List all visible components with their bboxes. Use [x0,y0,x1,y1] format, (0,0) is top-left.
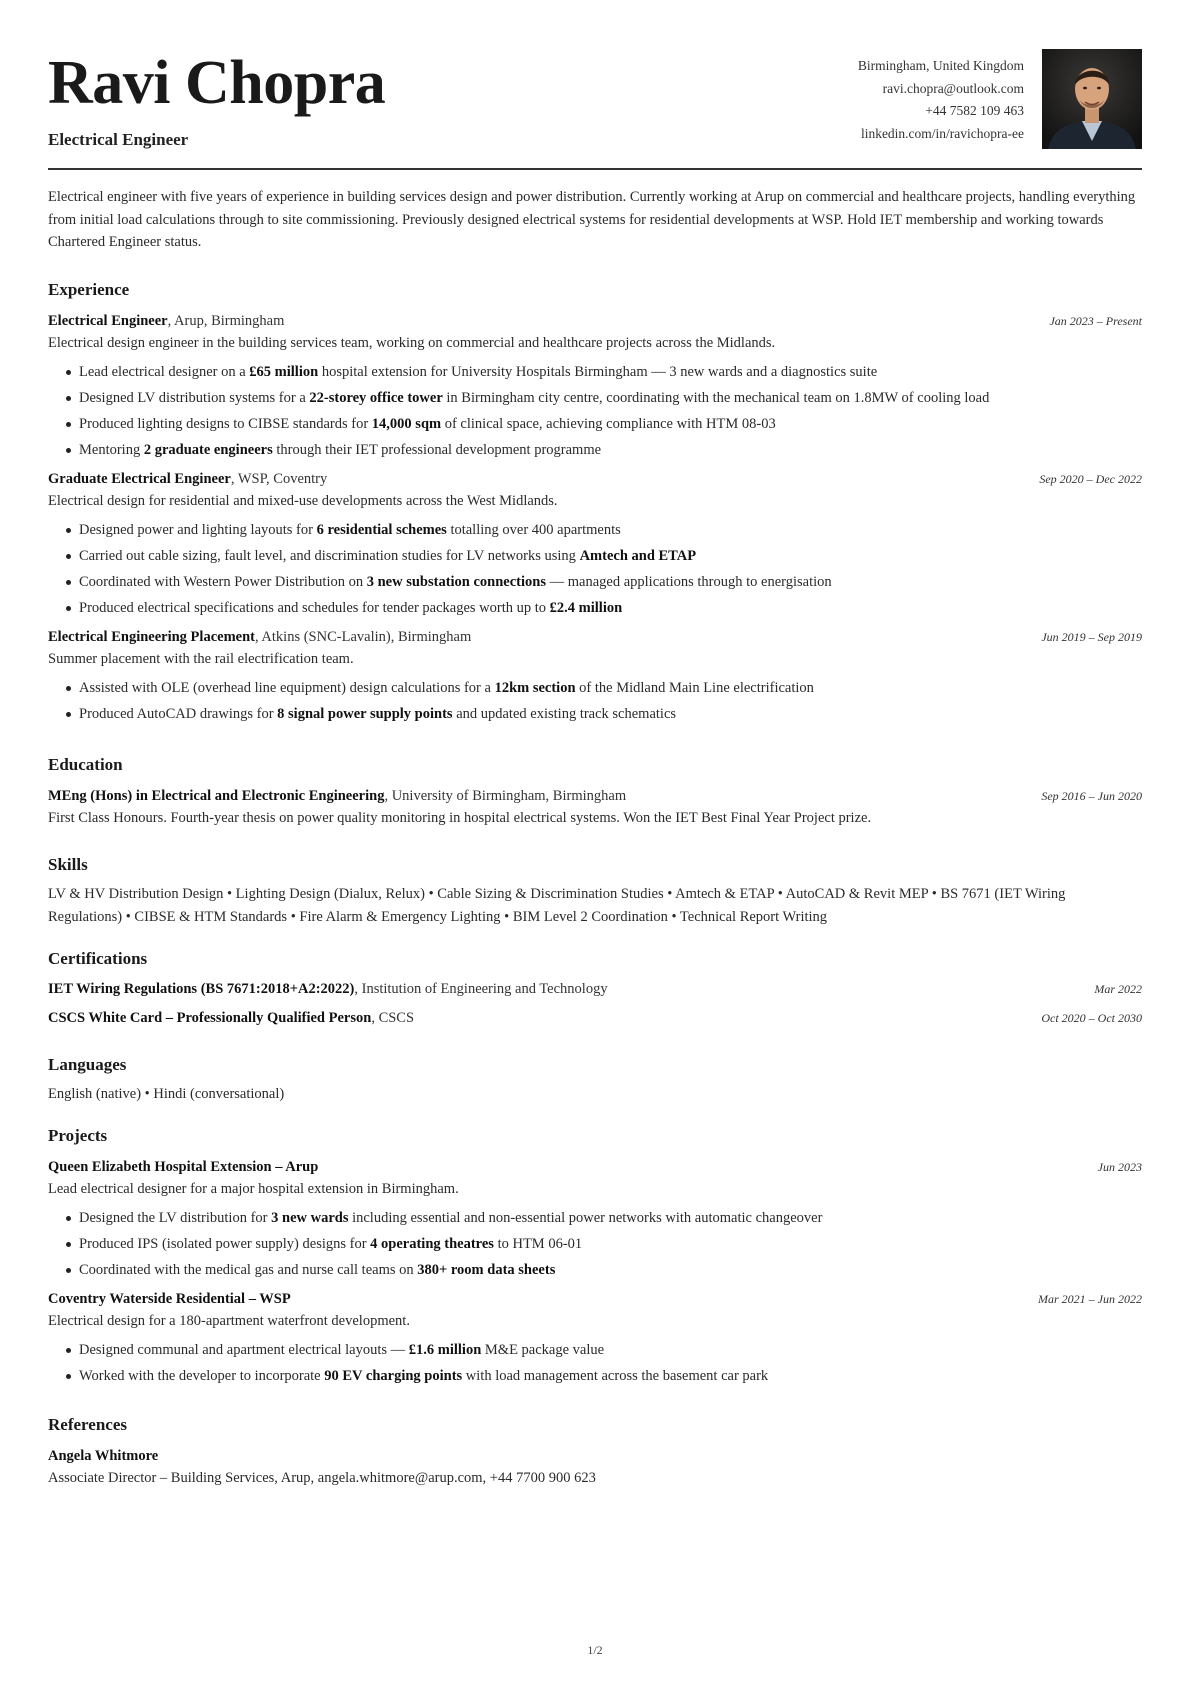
languages-section [48,1055,1142,1106]
entry-title [48,981,608,998]
projects-section [48,1126,1142,1389]
experience-entry [48,313,1142,463]
job-organization: , WSP, Coventry [230,470,328,487]
entry-title [48,1291,291,1308]
project-date: Mar 2021 – Jun 2022 [1038,1291,1142,1306]
education-description: First Class Honours. Fourth-year thesis on power quality monitoring in hospital electrical systems. Won the IET Best Final Year Project prize. [48,809,872,826]
project-description: Lead electrical designer for a major hospital extension in Birmingham. [48,1180,459,1197]
languages-list: English (native) • Hindi (conversational) [48,1085,285,1102]
candidate-name: Ravi Chopra [48,49,386,117]
entry-header [48,471,1142,488]
experience-section [48,280,1142,727]
certification-entry [48,981,1142,998]
job-organization: , Arup, Birmingham [167,312,285,329]
bullet-item: Designed LV distribution systems for a 22-storey office tower in Birmingham city centre, coordinating with the mechanical team on 1.8MW of cooling load [48,385,1142,411]
job-role: Graduate Electrical Engineer [48,470,231,487]
entry-title [48,629,471,646]
project-name: Queen Elizabeth Hospital Extension – Arup [48,1158,319,1175]
references-section [48,1415,1142,1487]
section-title-experience: Experience [48,279,130,299]
job-role: Electrical Engineer [48,312,168,329]
project-entry [48,1159,1142,1283]
job-date: Sep 2020 – Dec 2022 [1039,471,1142,486]
skills-list: LV & HV Distribution Design • Lighting Design (Dialux, Relux) • Cable Sizing & Discrimination Studies • Amtech & ETAP • AutoCAD & Revit MEP • BS 7671 (IET Wiring Regulations) • CIBSE & HTM Standards • Fire Alarm & Emergency Lighting • BIM Level 2 Coordination • Technical Report Writing [48,885,1066,925]
section-title-education: Education [48,754,123,774]
entry-header [48,629,1142,646]
education-entry [48,788,1142,827]
bullet-item: Produced lighting designs to CIBSE standards for 14,000 sqm of clinical space, achieving compliance with HTM 08-03 [48,411,1142,437]
entry-title [48,313,284,330]
project-date: Jun 2023 [1097,1159,1142,1174]
entry-title [48,471,327,488]
project-bullets [48,1337,1142,1389]
resume-content [48,186,1142,1487]
linkedin-link[interactable]: linkedin.com/in/ravichopra-ee [860,125,1024,141]
entry-header [48,313,1142,330]
education-section [48,755,1142,827]
certification-name: IET Wiring Regulations (BS 7671:2018+A2:2022) [48,980,355,997]
job-bullets [48,675,1142,727]
email-link[interactable]: ravi.chopra@outlook.com [882,80,1024,96]
entry-header [48,788,1142,805]
skills-section [48,855,1142,929]
phone-text: +44 7582 109 463 [925,103,1024,118]
bullet-item: Designed power and lighting layouts for 6 residential schemes totalling over 400 apartments [48,517,1142,543]
school-name: , University of Birmingham, Birmingham [384,787,627,804]
bullet-item: Lead electrical designer on a £65 million hospital extension for University Hospitals Birmingham — 3 new wards and a diagnostics suite [48,359,1142,385]
certification-entry [48,1010,1142,1027]
certification-issuer: , CSCS [371,1009,415,1026]
certifications-section [48,949,1142,1027]
section-title-references: References [48,1414,127,1434]
bullet-item: Assisted with OLE (overhead line equipment) design calculations for a 12km section of the Midland Main Line electrification [48,675,1142,701]
job-description: Electrical design for residential and mixed-use developments across the West Midlands. [48,492,558,509]
job-date: Jan 2023 – Present [1049,313,1142,328]
bullet-item: Designed the LV distribution for 3 new wards including essential and non-essential power networks with automatic changeover [48,1205,1142,1231]
bullet-item: Coordinated with the medical gas and nurse call teams on 380+ room data sheets [48,1257,1142,1283]
bullet-item: Produced IPS (isolated power supply) designs for 4 operating theatres to HTM 06-01 [48,1231,1142,1257]
entry-title [48,788,626,805]
section-title-projects: Projects [48,1125,108,1145]
job-bullets [48,359,1142,463]
professional-summary: Electrical engineer with five years of experience in building services design and power distribution. Currently working at Arup on commercial and healthcare projects, handling everything from initial load calculations through to site commissioning. Previously designed electrical systems for residential developments at WSP. Hold IET membership and working towards Chartered Engineer status. [48,189,1136,250]
entry-title [48,1010,414,1027]
job-bullets [48,517,1142,621]
degree-name: MEng (Hons) in Electrical and Electronic Engineering [48,787,385,804]
profile-photo [1042,49,1142,149]
profile-photo-illustration [1042,49,1142,149]
bullet-item: Mentoring 2 graduate engineers through their IET professional development programme [48,437,1142,463]
certification-date: Mar 2022 [1094,981,1142,996]
education-date: Sep 2016 – Jun 2020 [1041,788,1142,803]
project-description: Electrical design for a 180-apartment waterfront development. [48,1312,410,1329]
resume-header [48,0,1142,172]
bullet-item: Designed communal and apartment electrical layouts — £1.6 million M&E package value [48,1337,1142,1363]
project-entry [48,1291,1142,1389]
bullet-item: Carried out cable sizing, fault level, and discrimination studies for LV networks using Amtech and ETAP [48,543,1142,569]
entry-header [48,1291,1142,1308]
project-bullets [48,1205,1142,1283]
certification-date: Oct 2020 – Oct 2030 [1041,1010,1142,1025]
reference-detail: Associate Director – Building Services, Arup, angela.whitmore@arup.com, +44 7700 900 623 [48,1469,596,1486]
experience-entry [48,471,1142,621]
project-name: Coventry Waterside Residential – WSP [48,1290,291,1307]
entry-header [48,1159,1142,1176]
bullet-item: Produced AutoCAD drawings for 8 signal power supply points and updated existing track schematics [48,701,1142,727]
candidate-role: Electrical Engineer [48,130,189,149]
job-description: Electrical design engineer in the building services team, working on commercial and healthcare projects across the Midlands. [48,334,776,351]
header-divider [48,168,1142,170]
page-number: 1/2 [587,1643,603,1657]
entry-title [48,1159,318,1176]
job-description: Summer placement with the rail electrification team. [48,650,354,667]
bullet-item: Worked with the developer to incorporate 90 EV charging points with load management across the basement car park [48,1363,1142,1389]
certification-issuer: , Institution of Engineering and Technology [354,980,608,997]
job-organization: , Atkins (SNC-Lavalin), Birmingham [254,628,472,645]
experience-entry [48,629,1142,727]
bullet-item: Produced electrical specifications and schedules for tender packages worth up to £2.4 million [48,595,1142,621]
certification-name: CSCS White Card – Professionally Qualified Person [48,1009,372,1026]
location-text: Birmingham, United Kingdom [857,58,1024,73]
section-title-certifications: Certifications [48,948,148,968]
job-role: Electrical Engineering Placement [48,628,255,645]
contact-block [858,55,1024,145]
job-date: Jun 2019 – Sep 2019 [1041,629,1142,644]
section-title-languages: Languages [48,1054,127,1074]
reference-name: Angela Whitmore [48,1447,159,1464]
bullet-item: Coordinated with Western Power Distribution on 3 new substation connections — managed applications through to energisation [48,569,1142,595]
section-title-skills: Skills [48,854,88,874]
